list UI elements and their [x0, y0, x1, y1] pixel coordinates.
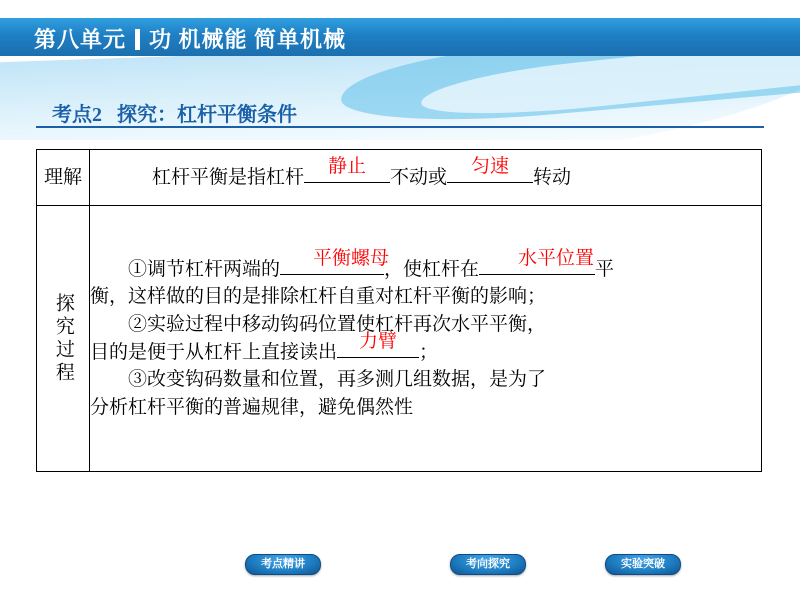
answer-blank-3: [280, 248, 390, 275]
row-label-understanding: [37, 150, 90, 206]
answer-blank-1: [304, 156, 390, 183]
row-label-text: 理解: [43, 166, 82, 188]
answer-text-liubi: 力臂: [359, 330, 398, 352]
content-table-wrapper: [36, 149, 762, 472]
content-table: [36, 149, 762, 472]
table-row: [37, 206, 762, 472]
section-heading-underline: [36, 126, 764, 128]
row-label-text: 探究过程: [52, 292, 74, 385]
answer-text-shuiping: 水平位置: [518, 248, 595, 270]
kaodian-label: 考点2: [52, 104, 102, 126]
table-row: [37, 150, 762, 206]
kaodian-title: 探究：杠杆平衡条件: [117, 104, 297, 126]
process-item-1-line-1: [90, 248, 761, 284]
answer-text-luomu: 平衡螺母: [313, 248, 390, 270]
title-separator: [135, 29, 140, 50]
button-kaodian-jingjiang[interactable]: 考点精讲: [245, 554, 321, 575]
row-label-process: [37, 206, 90, 472]
item2-text-c: ；: [419, 341, 439, 363]
item1-text-a: ①调节杠杆两端的: [128, 258, 281, 280]
button-shiyan-tupo[interactable]: 实验突破: [605, 554, 681, 575]
process-item-3-line-2: 分析杠杆平衡的普遍规律，避免偶然性: [90, 396, 414, 418]
process-item-2-line-2: [90, 330, 761, 367]
header-title-group: [34, 23, 346, 54]
item1-text-c: 平: [595, 258, 615, 280]
understanding-sentence: [90, 156, 761, 192]
item1-text-b: ，使杠杆在: [384, 258, 480, 280]
text-middle: 不动或: [390, 166, 448, 188]
footer-buttons: [0, 554, 800, 582]
text-before-blank1: 杠杆平衡是指杠杆: [152, 166, 305, 188]
process-item-2-line-1: ②实验过程中移动钩码位置使杠杆再次水平平衡，: [128, 313, 547, 335]
text-after: 转动: [533, 166, 572, 188]
process-item-3-line-1: ③改变钩码数量和位置，再多测几组数据，是为了: [128, 369, 547, 391]
button-kaoxiang-tanjiu[interactable]: 考向探究: [450, 554, 526, 575]
row-content-process: [90, 206, 762, 472]
item2-text-b: 目的是便于从杠杆上直接读出: [90, 341, 338, 363]
answer-text-yunsu: 匀速: [471, 156, 510, 178]
answer-blank-4: [479, 248, 595, 275]
process-item-1-line-2: 衡，这样做的目的是排除杠杆自重对杠杆平衡的影响；: [90, 286, 547, 308]
answer-blank-2: [447, 156, 533, 183]
row-content-understanding: [90, 150, 762, 206]
answer-text-jingzhi: 静止: [328, 156, 367, 178]
section-heading: [52, 98, 297, 127]
page-title: 功 机械能 简单机械: [149, 27, 347, 52]
answer-blank-5: [337, 330, 419, 358]
unit-label: 第八单元: [34, 27, 127, 52]
